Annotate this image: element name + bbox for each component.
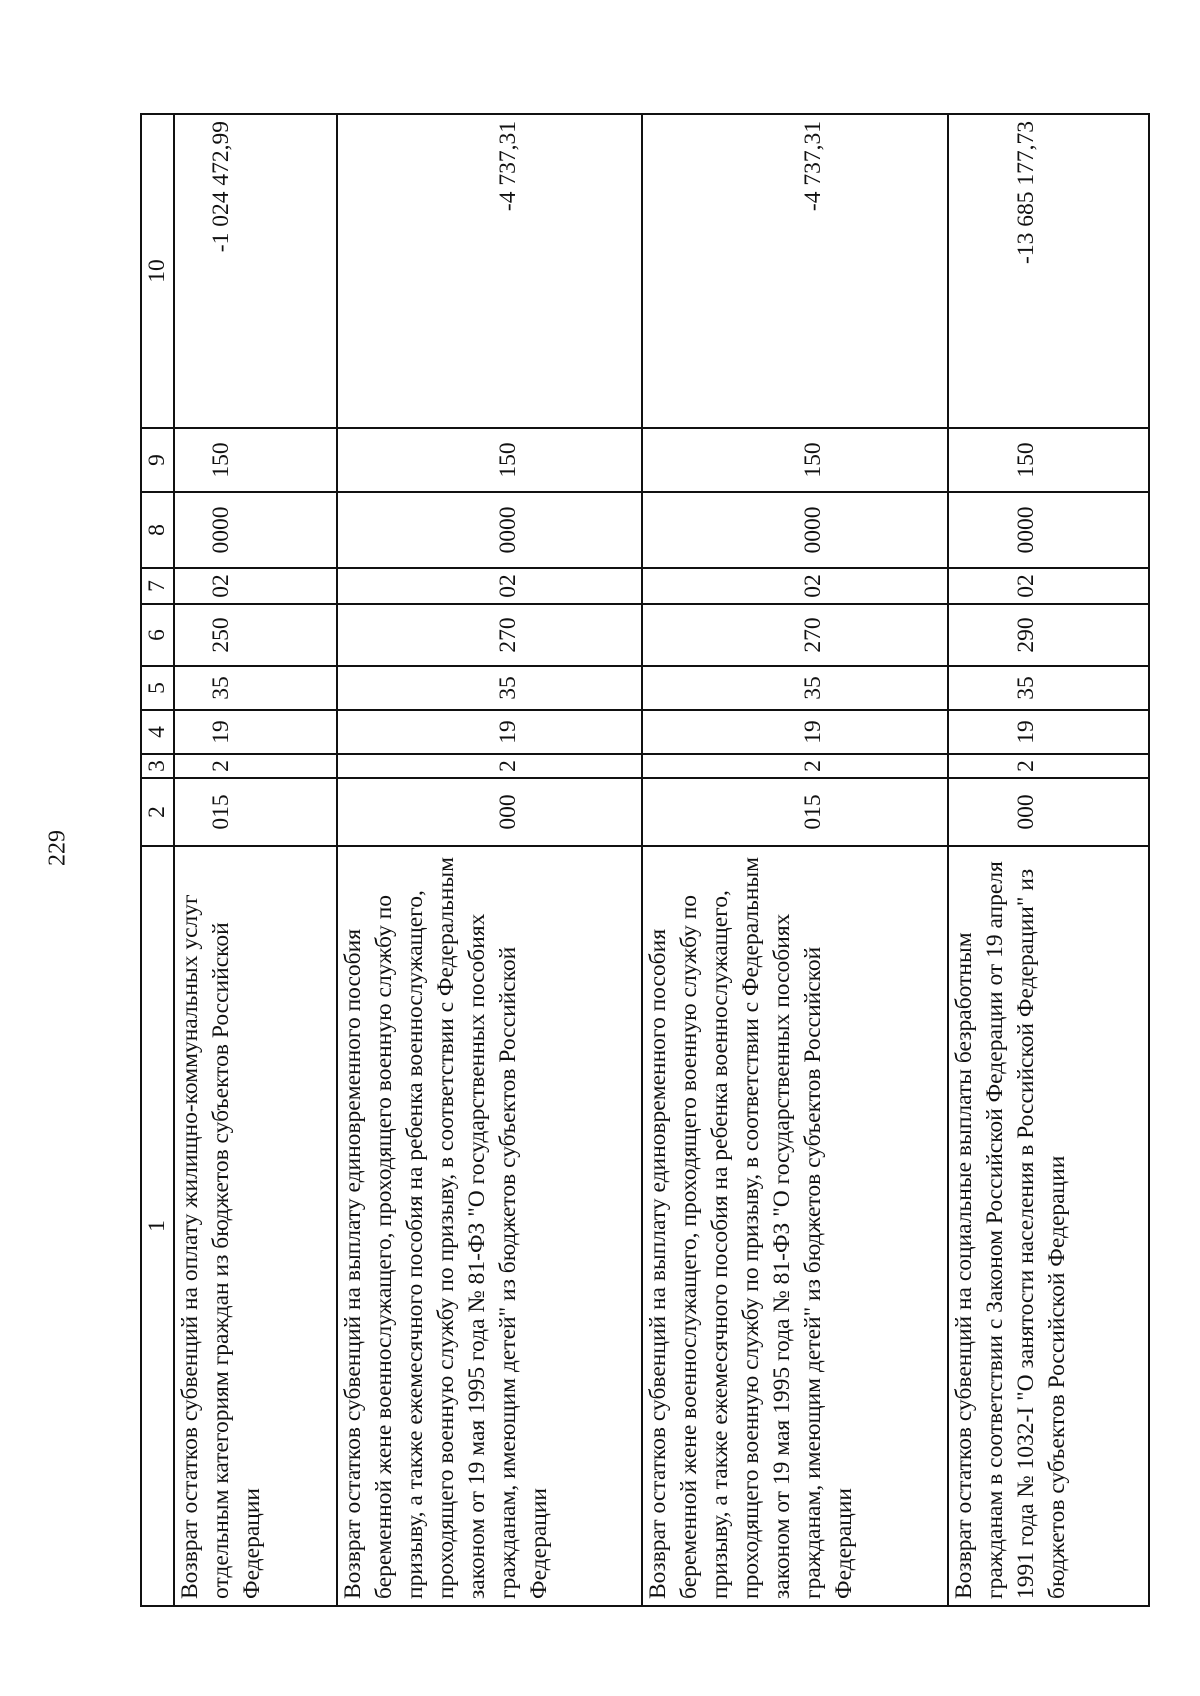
budget-table: [140, 113, 1150, 1607]
code-cell: 35: [337, 666, 643, 710]
row-description: Возврат остатков субвенций на выплату единовременного пособия беременной жене военнослужащего, проходящего военную службу по призыву, а также ежемесячного пособия на ребенка военнослужащего, проходящего военную службу по призыву, в соответствии с Федеральным законом от 19 мая 1995 года № 81-ФЗ "О государственных пособиях гражданам, имеющим детей" из бюджетов субъектов Российской Федерации: [642, 846, 948, 1606]
header-col-9: 9: [141, 428, 174, 492]
header-col-8: 8: [141, 492, 174, 568]
code-cell: 0000: [174, 492, 337, 568]
header-col-4: 4: [141, 710, 174, 754]
code-cell: 015: [642, 778, 948, 846]
amount-cell: -13 685 177,73: [948, 114, 1149, 428]
budget-table-container: [140, 115, 1150, 1607]
code-cell: 02: [337, 568, 643, 604]
code-cell: 19: [174, 710, 337, 754]
header-col-2: 2: [141, 778, 174, 846]
code-cell: 19: [337, 710, 643, 754]
code-cell: 35: [174, 666, 337, 710]
header-col-3: 3: [141, 754, 174, 778]
table-row: [337, 114, 643, 1606]
header-col-7: 7: [141, 568, 174, 604]
code-cell: 35: [948, 666, 1149, 710]
row-description: Возврат остатков субвенций на оплату жилищно-коммунальных услуг отдельным категориям граждан из бюджетов субъектов Российской Федерации: [174, 846, 337, 1606]
code-cell: 2: [337, 754, 643, 778]
table-row: [642, 114, 948, 1606]
code-cell: 150: [948, 428, 1149, 492]
code-cell: 150: [642, 428, 948, 492]
code-cell: 2: [174, 754, 337, 778]
header-col-6: 6: [141, 604, 174, 666]
code-cell: 150: [337, 428, 643, 492]
amount-cell: -1 024 472,99: [174, 114, 337, 428]
amount-cell: -4 737,31: [642, 114, 948, 428]
header-col-5: 5: [141, 666, 174, 710]
table-row: [948, 114, 1149, 1606]
code-cell: 35: [642, 666, 948, 710]
code-cell: 19: [642, 710, 948, 754]
code-cell: 0000: [948, 492, 1149, 568]
code-cell: 250: [174, 604, 337, 666]
code-cell: 290: [948, 604, 1149, 666]
code-cell: 2: [642, 754, 948, 778]
code-cell: 19: [948, 710, 1149, 754]
code-cell: 2: [948, 754, 1149, 778]
row-description: Возврат остатков субвенций на социальные выплаты безработным гражданам в соответствии с Законом Российской Федерации от 19 апреля 1991 года № 1032-I "О занятости населения в Российской Федерации" из бюджетов субъектов Российской Федерации: [948, 846, 1149, 1606]
code-cell: 0000: [337, 492, 643, 568]
page-number: 229: [44, 830, 71, 866]
code-cell: 0000: [642, 492, 948, 568]
code-cell: 02: [642, 568, 948, 604]
code-cell: 150: [174, 428, 337, 492]
code-cell: 270: [337, 604, 643, 666]
row-description: Возврат остатков субвенций на выплату единовременного пособия беременной жене военнослужащего, проходящего военную службу по призыву, а также ежемесячного пособия на ребенка военнослужащего, проходящего военную службу по призыву, в соответствии с Федеральным законом от 19 мая 1995 года № 81-ФЗ "О государственных пособиях гражданам, имеющим детей" из бюджетов субъектов Российской Федерации: [337, 846, 643, 1606]
code-cell: 000: [948, 778, 1149, 846]
header-col-1: 1: [141, 846, 174, 1606]
header-col-10: 10: [141, 114, 174, 428]
code-cell: 015: [174, 778, 337, 846]
header-row: [141, 114, 174, 1606]
code-cell: 02: [948, 568, 1149, 604]
code-cell: 000: [337, 778, 643, 846]
table-row: [174, 114, 337, 1606]
amount-cell: -4 737,31: [337, 114, 643, 428]
code-cell: 02: [174, 568, 337, 604]
code-cell: 270: [642, 604, 948, 666]
